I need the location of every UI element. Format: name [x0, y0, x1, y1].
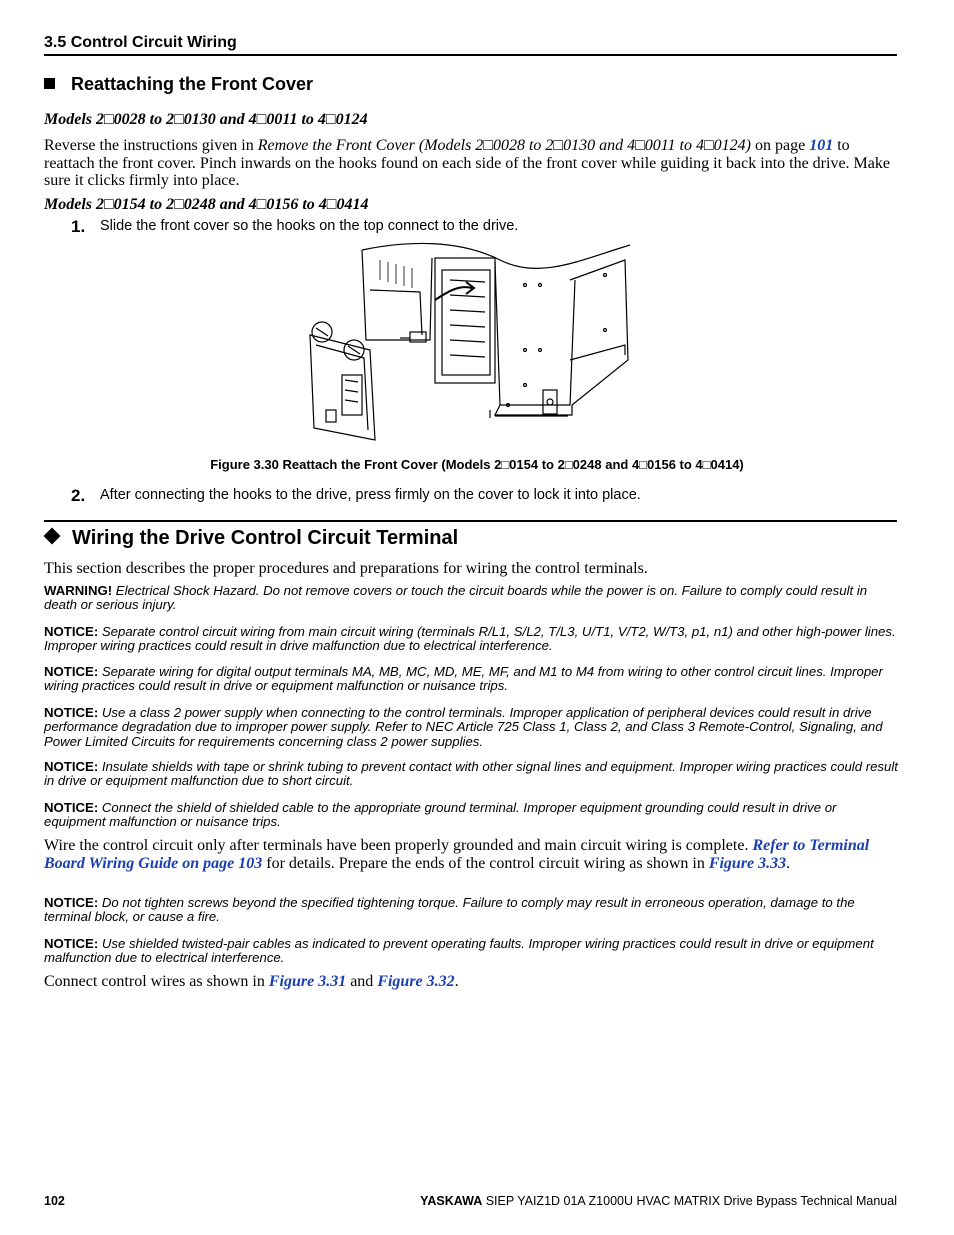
running-head: 3.5 Control Circuit Wiring: [44, 34, 237, 51]
para-text: to reattach the front cover. Pinch inwards on the hooks found on each side of the front cover while guiding it back into the drive. Make sure it clicks firmly into place.: [44, 137, 890, 189]
section-heading-reattach: [44, 74, 313, 95]
link-figure-3-32[interactable]: Figure 3.32: [377, 973, 455, 990]
section-rule: [44, 520, 897, 522]
notice-6: [44, 896, 900, 925]
step-text-1: Slide the front cover so the hooks on the top connect to the drive.: [100, 218, 519, 234]
page-number: 102: [44, 1194, 65, 1208]
notice-label: NOTICE:: [44, 895, 99, 910]
para-text: Reverse the instructions given in: [44, 137, 258, 154]
notice-label: NOTICE:: [44, 664, 99, 679]
paragraph-connect: [44, 973, 897, 991]
page-link-101[interactable]: 101: [809, 137, 834, 154]
warning-label: WARNING!: [44, 583, 113, 598]
notice-4: [44, 760, 900, 789]
step-text-2: After connecting the hooks to the drive, press firmly on the cover to lock it into place.: [100, 487, 641, 503]
notice-1: [44, 625, 900, 654]
step-number-2: 2.: [71, 486, 86, 505]
paragraph-reverse-instructions: [44, 137, 897, 190]
note-text: Separate control circuit wiring from main circuit wiring (terminals R/L1, S/L2, T/L3, U/T1, V/T2, W/T3, p1, n1) and other high-power lines. Improper wiring practices could result in drive malfunction due to electrical interference.: [44, 624, 896, 654]
section-heading-wiring: [44, 527, 458, 550]
warning-note: [44, 584, 900, 613]
link-terminal-board-guide[interactable]: Refer to Terminal Board Wiring Guide on page 103: [44, 837, 870, 872]
notice-label: NOTICE:: [44, 705, 99, 720]
models-subheading-a: Models 2□0028 to 2□0130 and 4□0011 to 4□0124: [44, 111, 368, 128]
cross-reference: Remove the Front Cover (Models 2□0028 to 2□0130 and 4□0011 to 4□0124): [257, 137, 751, 154]
square-bullet-icon: [44, 78, 55, 89]
manual-title: SIEP YAIZ1D 01A Z1000U HVAC MATRIX Drive Bypass Technical Manual: [482, 1194, 897, 1208]
notice-3: [44, 706, 900, 749]
note-text: Use a class 2 power supply when connecting to the control terminals. Improper application of peripheral devices could result in drive performance degradation due to improper power supply. Refer to NEC Article 725 Class 1, Class 2, and Class 3 Remote-Control, Signaling, and Power Limited Circuits for requirements concerning class 2 power supplies.: [44, 705, 883, 749]
notice-7: [44, 937, 900, 966]
para-text: Connect control wires as shown in: [44, 973, 269, 990]
notice-2: [44, 665, 900, 694]
note-text: Insulate shields with tape or shrink tubing to prevent contact with other signal lines and equipment. Improper wiring practices could result in drive or equipment malfunction due to short circuit.: [44, 759, 898, 789]
front-cover-illustration: [300, 240, 635, 445]
para-text: Wire the control circuit only after terminals have been properly grounded and main circuit wiring is complete.: [44, 837, 753, 854]
header-rule: [44, 54, 897, 56]
paragraph-intro: This section describes the proper procedures and preparations for wiring the control terminals.: [44, 560, 648, 577]
footer-manual-title: [420, 1194, 897, 1208]
para-text: on page: [750, 137, 810, 154]
note-text: Connect the shield of shielded cable to the appropriate ground terminal. Improper equipment grounding could result in drive or equipment malfunction or nuisance trips.: [44, 800, 837, 830]
notice-label: NOTICE:: [44, 759, 99, 774]
note-text: Use shielded twisted-pair cables as indicated to prevent operating faults. Improper wiring practices could result in drive or equipment malfunction due to electrical interference.: [44, 936, 874, 966]
note-text: Separate wiring for digital output terminals MA, MB, MC, MD, ME, MF, and M1 to M4 from wiring to other control circuit lines. Improper wiring practices could result in drive or equipment malfunction or nuisance trips.: [44, 664, 883, 694]
notice-label: NOTICE:: [44, 624, 99, 639]
diamond-bullet-icon: [44, 528, 61, 545]
paragraph-wire-control: [44, 837, 897, 872]
notice-5: [44, 801, 900, 830]
note-text: Electrical Shock Hazard. Do not remove covers or touch the circuit boards while the power is on. Failure to comply could result in death or serious injury.: [44, 583, 868, 613]
link-figure-3-31[interactable]: Figure 3.31: [268, 973, 347, 990]
para-text: and: [346, 973, 378, 990]
brand-name: YASKAWA: [420, 1194, 483, 1208]
note-text: Do not tighten screws beyond the specified tightening torque. Failure to comply may result in erroneous operation, damage to the terminal block, or cause a fire.: [44, 895, 855, 925]
link-figure-3-33[interactable]: Figure 3.33: [708, 854, 787, 872]
figure-caption: Figure 3.30 Reattach the Front Cover (Models 2□0154 to 2□0248 and 4□0156 to 4□0414): [210, 457, 744, 472]
heading-text: Wiring the Drive Control Circuit Terminal: [72, 527, 459, 549]
step-number-1: 1.: [71, 217, 86, 236]
heading-text: Reattaching the Front Cover: [71, 74, 314, 94]
notice-label: NOTICE:: [44, 936, 99, 951]
notice-label: NOTICE:: [44, 800, 99, 815]
models-subheading-b: Models 2□0154 to 2□0248 and 4□0156 to 4□0414: [44, 196, 369, 213]
para-text: .: [454, 973, 459, 990]
para-text: .: [786, 854, 791, 872]
para-text: for details. Prepare the ends of the control circuit wiring as shown in: [262, 854, 709, 872]
